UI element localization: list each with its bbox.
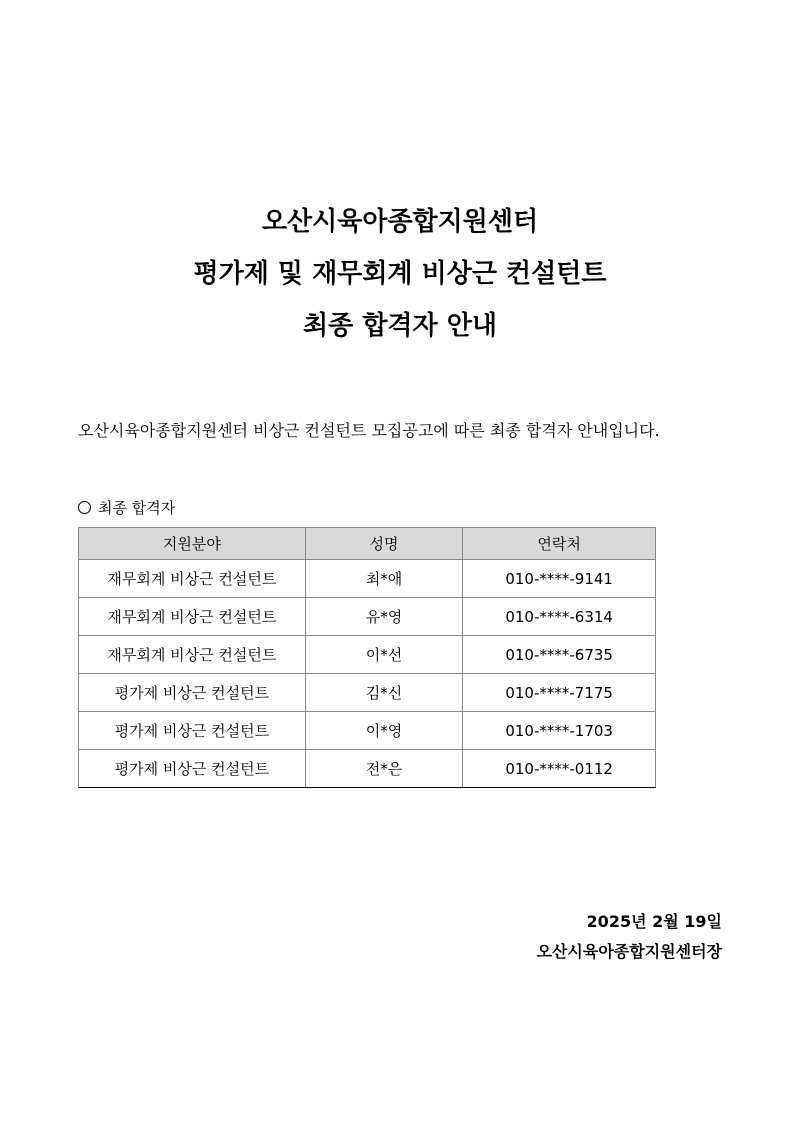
- section-heading-label: 최종 합격자: [98, 499, 176, 517]
- intro-paragraph: 오산시육아종합지원센터 비상근 컨설턴트 모집공고에 따른 최종 합격자 안내입니다.: [78, 421, 660, 440]
- cell-name: 이*영: [305, 712, 463, 750]
- cell-name: 김*신: [305, 674, 463, 712]
- issue-date: 2025년 2월 19일: [586, 912, 722, 931]
- cell-name: 이*선: [305, 636, 463, 674]
- title-line-1: 오산시육아종합지원센터: [261, 207, 539, 237]
- header-contact: 연락처: [463, 528, 656, 560]
- title-line-3: 최종 합격자 안내: [303, 311, 497, 341]
- table-row: [79, 712, 656, 750]
- cell-field: 재무회계 비상근 컨설턴트: [79, 560, 306, 598]
- section-heading: [78, 496, 175, 520]
- cell-name: 유*영: [305, 598, 463, 636]
- table-row: [79, 750, 656, 788]
- signatory: 오산시육아종합지원센터장: [536, 942, 722, 961]
- document-title: [0, 196, 800, 352]
- document-footer: [537, 907, 722, 967]
- results-table: [78, 527, 656, 788]
- cell-field: 재무회계 비상근 컨설턴트: [79, 636, 306, 674]
- table-row: [79, 560, 656, 598]
- circle-bullet-icon: [78, 501, 91, 514]
- cell-contact: 010-****-0112: [463, 750, 656, 788]
- header-name: 성명: [305, 528, 463, 560]
- cell-contact: 010-****-6735: [463, 636, 656, 674]
- cell-name: 전*은: [305, 750, 463, 788]
- header-field: 지원분야: [79, 528, 306, 560]
- table-header-row: [79, 528, 656, 560]
- table-row: [79, 674, 656, 712]
- cell-contact: 010-****-7175: [463, 674, 656, 712]
- table-row: [79, 598, 656, 636]
- cell-field: 평가제 비상근 컨설턴트: [79, 712, 306, 750]
- cell-contact: 010-****-6314: [463, 598, 656, 636]
- cell-field: 재무회계 비상근 컨설턴트: [79, 598, 306, 636]
- cell-name: 최*애: [305, 560, 463, 598]
- cell-contact: 010-****-9141: [463, 560, 656, 598]
- cell-contact: 010-****-1703: [463, 712, 656, 750]
- title-line-2: 평가제 및 재무회계 비상근 컨설턴트: [193, 259, 607, 289]
- cell-field: 평가제 비상근 컨설턴트: [79, 750, 306, 788]
- table-row: [79, 636, 656, 674]
- cell-field: 평가제 비상근 컨설턴트: [79, 674, 306, 712]
